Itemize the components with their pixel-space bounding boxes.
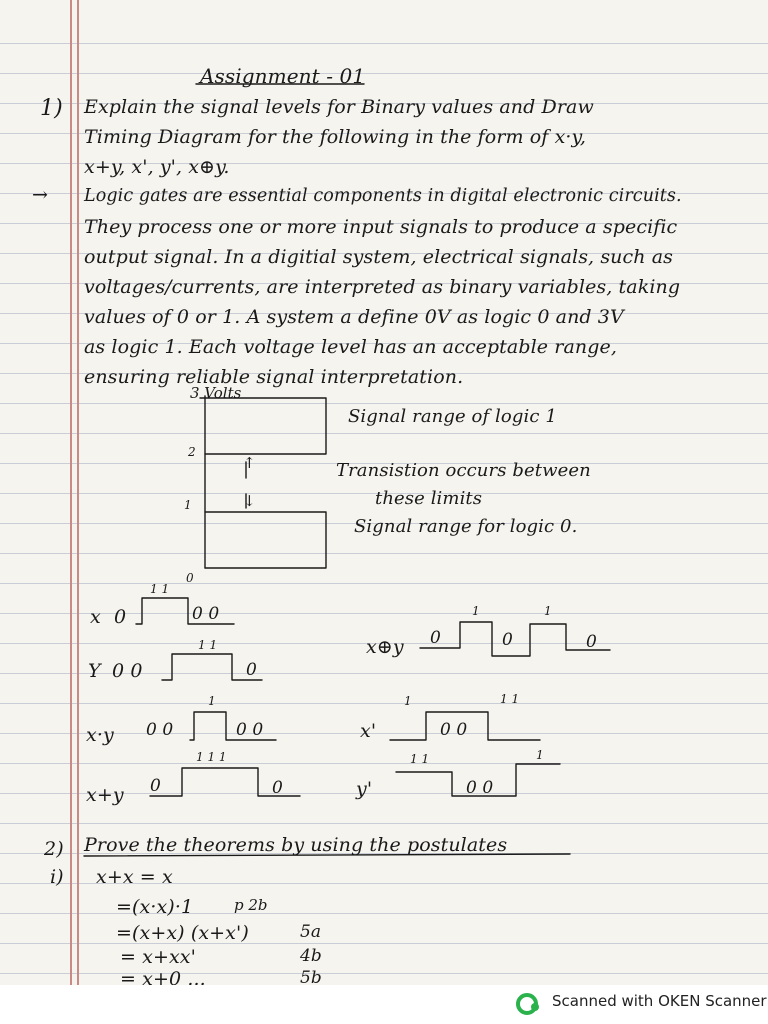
signal-values: 0 <box>114 606 127 628</box>
question-2-subpart: i) <box>50 866 64 888</box>
waveform-y <box>162 654 262 680</box>
proof-step: x+x = x <box>96 866 173 888</box>
signal-values: 1 <box>208 694 216 708</box>
proof-reference: p 2b <box>234 896 268 914</box>
logic1-range-text: Signal range of logic 1 <box>348 406 557 427</box>
answer-line: voltages/currents, are interpreted as binary variables, taking <box>84 276 681 298</box>
volts-label: 3 Volts <box>190 384 242 402</box>
signal-values: 0 <box>430 628 441 648</box>
signal-values: 1 <box>472 604 480 618</box>
signal-label-and: x·y <box>86 724 114 746</box>
signal-values: 1 1 <box>500 692 520 706</box>
proof-step: = x+xx' <box>120 946 196 968</box>
signal-values: 0 0 <box>146 720 174 740</box>
proof-reference: 5b <box>300 968 322 985</box>
question-1-number: 1) <box>40 96 63 121</box>
waveform-x <box>136 598 234 624</box>
transition-text: these limits <box>375 488 483 509</box>
answer-line: Logic gates are essential components in digital electronic circuits. <box>84 186 682 206</box>
page-title: Assignment - 01 <box>200 64 366 88</box>
signal-values: 1 1 <box>410 752 430 766</box>
proof-reference: 4b <box>300 946 322 966</box>
proof-reference: 5a <box>300 922 322 942</box>
waveform-not-x <box>390 712 540 740</box>
signal-label-or: x+y <box>86 784 124 806</box>
proof-step: =(x+x) (x+x') <box>116 922 249 944</box>
signal-values: 0 0 <box>192 604 220 624</box>
answer-line: output signal. In a digitial system, electrical signals, such as <box>84 246 674 268</box>
waveform-not-y <box>396 764 560 796</box>
signal-label-y: Y <box>88 660 101 682</box>
question-2-underline <box>84 854 570 856</box>
question-1-line: Timing Diagram for the following in the form of x·y, <box>84 126 586 148</box>
level-tick-1: 1 <box>184 498 192 512</box>
question-1-line: x+y, x', y', x⊕y. <box>84 156 230 178</box>
question-2-number: 2) <box>44 838 64 860</box>
down-arrow: ↓ <box>243 492 256 510</box>
answer-line: They process one or more input signals to produce a specific <box>84 216 678 238</box>
signal-values: 0 0 <box>466 778 494 798</box>
logic0-range-text: Signal range for logic 0. <box>354 516 578 537</box>
answer-line: ensuring reliable signal interpretation. <box>84 366 464 388</box>
signal-label-xor: x⊕y <box>366 636 404 658</box>
question-1-line: Explain the signal levels for Binary values and Draw <box>84 96 594 118</box>
answer-line: values of 0 or 1. A system a define 0V as logic 0 and 3V <box>84 306 624 328</box>
signal-label-not-x: x' <box>360 720 377 742</box>
signal-values: 0 <box>272 778 283 798</box>
level-tick-2: 2 <box>188 445 196 459</box>
signal-values: 1 <box>404 694 412 708</box>
transition-text: Transistion occurs between <box>336 460 591 481</box>
signal-values: 0 <box>502 630 513 650</box>
scanner-watermark-text: Scanned with OKEN Scanner <box>552 992 767 1010</box>
question-2-text: Prove the theorems by using the postulates <box>84 834 508 856</box>
signal-values: 0 <box>246 660 257 680</box>
signal-values: 0 0 <box>440 720 468 740</box>
answer-arrow: → <box>32 184 49 206</box>
signal-values: 1 <box>544 604 552 618</box>
up-arrow: ↑ <box>243 454 256 472</box>
signal-values: 1 <box>536 748 544 762</box>
signal-values: 0 0 <box>112 660 143 682</box>
signal-label-x: x <box>90 606 101 628</box>
waveform-or <box>150 768 300 796</box>
waveform-and <box>190 712 276 740</box>
signal-values: 0 <box>586 632 597 652</box>
signal-values: 0 0 <box>236 720 264 740</box>
waveform-xor <box>420 622 610 656</box>
signal-label-not-y: y' <box>356 778 373 800</box>
signal-values: 0 <box>150 776 161 796</box>
logic1-range-box <box>200 398 326 454</box>
oken-scanner-logo-icon <box>516 993 542 1015</box>
signal-values: 1 1 <box>150 582 170 596</box>
logic0-range-box <box>205 512 326 568</box>
proof-step: = x+0 ... <box>120 968 206 985</box>
signal-values: 1 1 <box>198 638 218 652</box>
level-tick-0: 0 <box>186 571 194 585</box>
answer-line: as logic 1. Each voltage level has an acceptable range, <box>84 336 617 358</box>
signal-values: 1 1 1 <box>196 750 227 764</box>
proof-step: =(x·x)·1 <box>116 896 194 918</box>
